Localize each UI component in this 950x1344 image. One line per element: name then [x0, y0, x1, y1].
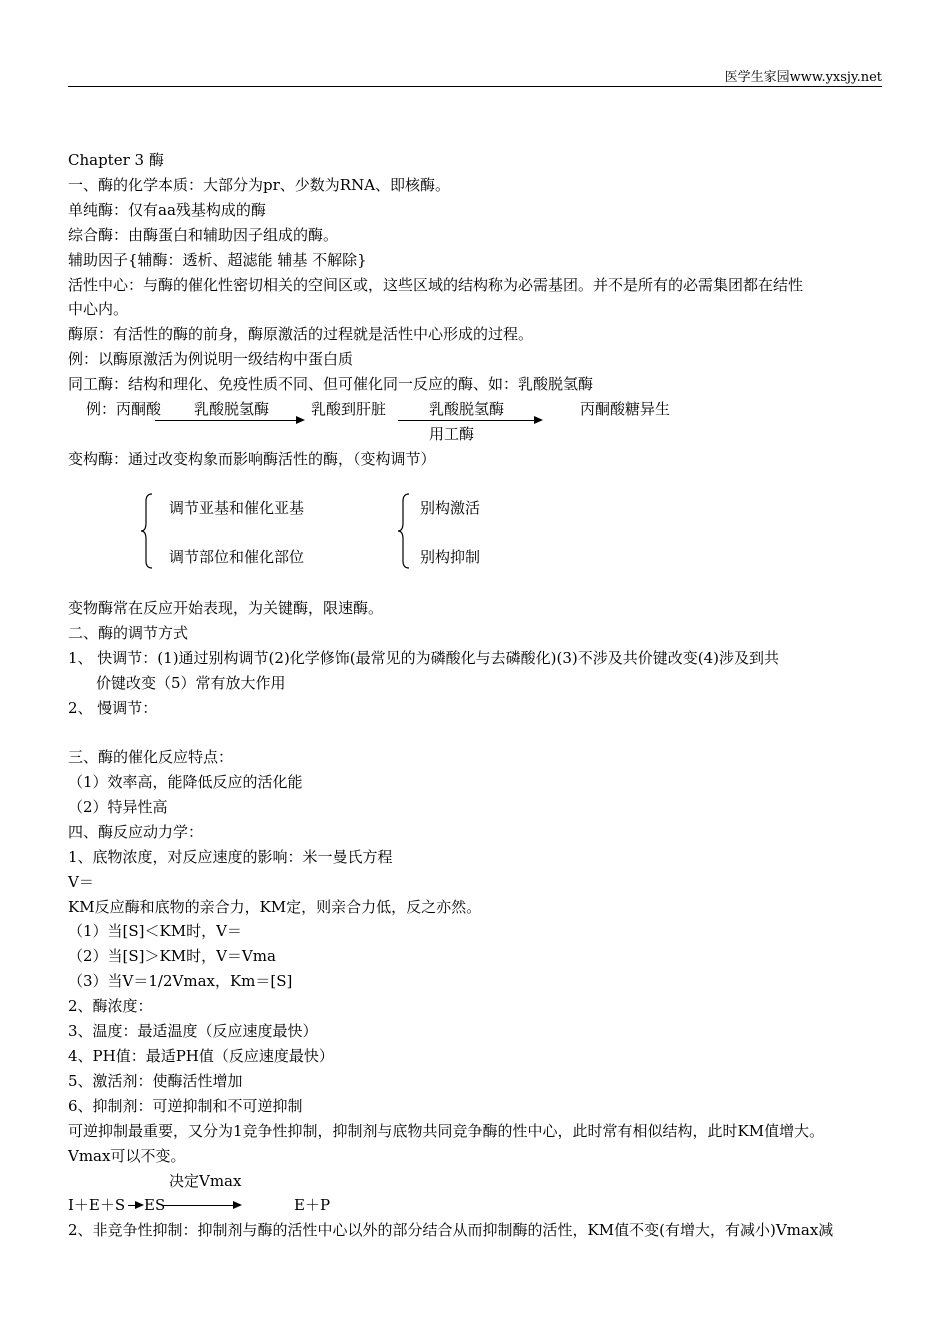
brace-item: 调节亚基和催化亚基: [169, 499, 305, 517]
reaction-arrow: [155, 420, 303, 421]
text-line: 活性中心：与酶的催化性密切相关的空间区或，这些区域的结构称为必需基团。并不是所有的必需集团都在结性: [68, 276, 804, 294]
section-heading: 三、酶的催化反应特点：: [68, 748, 234, 766]
header-site: 医学生家园www.yxsjy.net: [724, 70, 882, 85]
text-line: 价键改变（5）常有放大作用: [96, 674, 286, 692]
text-line: 1、 快调节：(1)通过别构调节(2)化学修饰(最常见的为磷酸化与去磷酸化)(3)不涉及共价键改变(4)涉及到共: [68, 649, 780, 667]
text-line: 6、抑制剂：可逆抑制和不可逆抑制: [68, 1097, 303, 1115]
text-line: 4、PH值：最适PH值（反应速度最快）: [68, 1047, 334, 1065]
left-brace-icon: [397, 493, 411, 569]
text-line: 2、 慢调节：: [68, 699, 158, 717]
text-line: 同工酶：结构和理化、免疫性质不同、但可催化同一反应的酶、如：乳酸脱氢酶: [68, 375, 594, 393]
text-line: （2）特异性高: [68, 798, 168, 816]
reaction-arrow: [162, 1205, 240, 1206]
text-line: 辅助因子{辅酶：透析、超滤能 辅基 不解除}: [68, 251, 367, 269]
brace-item: 别构激活: [420, 499, 481, 517]
section-heading: 二、酶的调节方式: [68, 624, 189, 642]
text-line: 3、温度：最适温度（反应速度最快）: [68, 1022, 318, 1040]
header-rule: [68, 86, 882, 87]
reaction-arrow: [128, 1205, 142, 1206]
text-line: KM反应酶和底物的亲合力，KM定，则亲合力低，反之亦然。: [68, 898, 482, 916]
text-line: 变构酶：通过改变构象而影响酶活性的酶，（变构调节）: [68, 450, 436, 468]
text-line: （1）效率高，能降低反应的活化能: [68, 773, 303, 791]
reaction-enzyme-label: 乳酸脱氢酶: [429, 400, 505, 418]
text-line: 2、非竞争性抑制：抑制剂与酶的活性中心以外的部分结合从而抑制酶的活性，KM值不变(有增大，有减小)Vmax减: [68, 1221, 834, 1239]
text-line: 单纯酶：仅有aa残基构成的酶: [68, 201, 266, 219]
reaction-reactants: I＋E＋S: [68, 1196, 126, 1214]
text-line: （3）当V＝1/2Vmax，Km＝[S]: [68, 972, 293, 990]
reaction-products: E＋P: [294, 1196, 331, 1214]
text-line: 酶原：有活性的酶的前身，酶原激活的过程就是活性中心形成的过程。: [68, 325, 534, 343]
reaction-complex: ES: [144, 1196, 166, 1214]
left-brace-icon: [140, 493, 154, 569]
text-line: 一、酶的化学本质：大部分为pr、少数为RNA、即核酶。: [68, 176, 451, 194]
reaction-enzyme-label: 乳酸脱氢酶: [194, 400, 270, 418]
brace-item: 调节部位和催化部位: [169, 548, 305, 566]
reaction-arrow: [398, 420, 541, 421]
text-line: 变物酶常在反应开始表现，为关键酶，限速酶。: [68, 599, 384, 617]
text-line: 综合酶：由酶蛋白和辅助因子组成的酶。: [68, 226, 339, 244]
text-line: Vmax可以不变。: [68, 1147, 186, 1165]
text-line: 例：以酶原激活为例说明一级结构中蛋白质: [68, 350, 354, 368]
text-line: （2）当[S]＞KM时，V＝Vma: [68, 947, 276, 965]
reaction-substrate: 例：丙酮酸: [86, 400, 162, 418]
reaction-intermediate: 乳酸到肝脏: [311, 400, 387, 418]
text-line: 2、酶浓度：: [68, 997, 153, 1015]
section-heading: 四、酶反应动力学：: [68, 823, 204, 841]
text-line: 可逆抑制最重要，又分为1竞争性抑制，抑制剂与底物共同竞争酶的性中心，此时常有相似结构，此时KM值增大。: [68, 1122, 825, 1140]
reaction-above-label: 决定Vmax: [169, 1172, 242, 1190]
brace-item: 别构抑制: [420, 548, 481, 566]
text-line: （1）当[S]＜KM时，V＝: [68, 922, 242, 940]
text-line: V＝: [68, 873, 94, 891]
chapter-title: Chapter 3 酶: [68, 151, 164, 169]
reaction-below-label: 用工酶: [429, 425, 475, 443]
reaction-product: 丙酮酸糖异生: [580, 400, 671, 418]
text-line: 5、激活剂：使酶活性增加: [68, 1072, 243, 1090]
text-line: 1、底物浓度，对反应速度的影响：米一曼氏方程: [68, 848, 393, 866]
text-line: 中心内。: [68, 300, 129, 318]
